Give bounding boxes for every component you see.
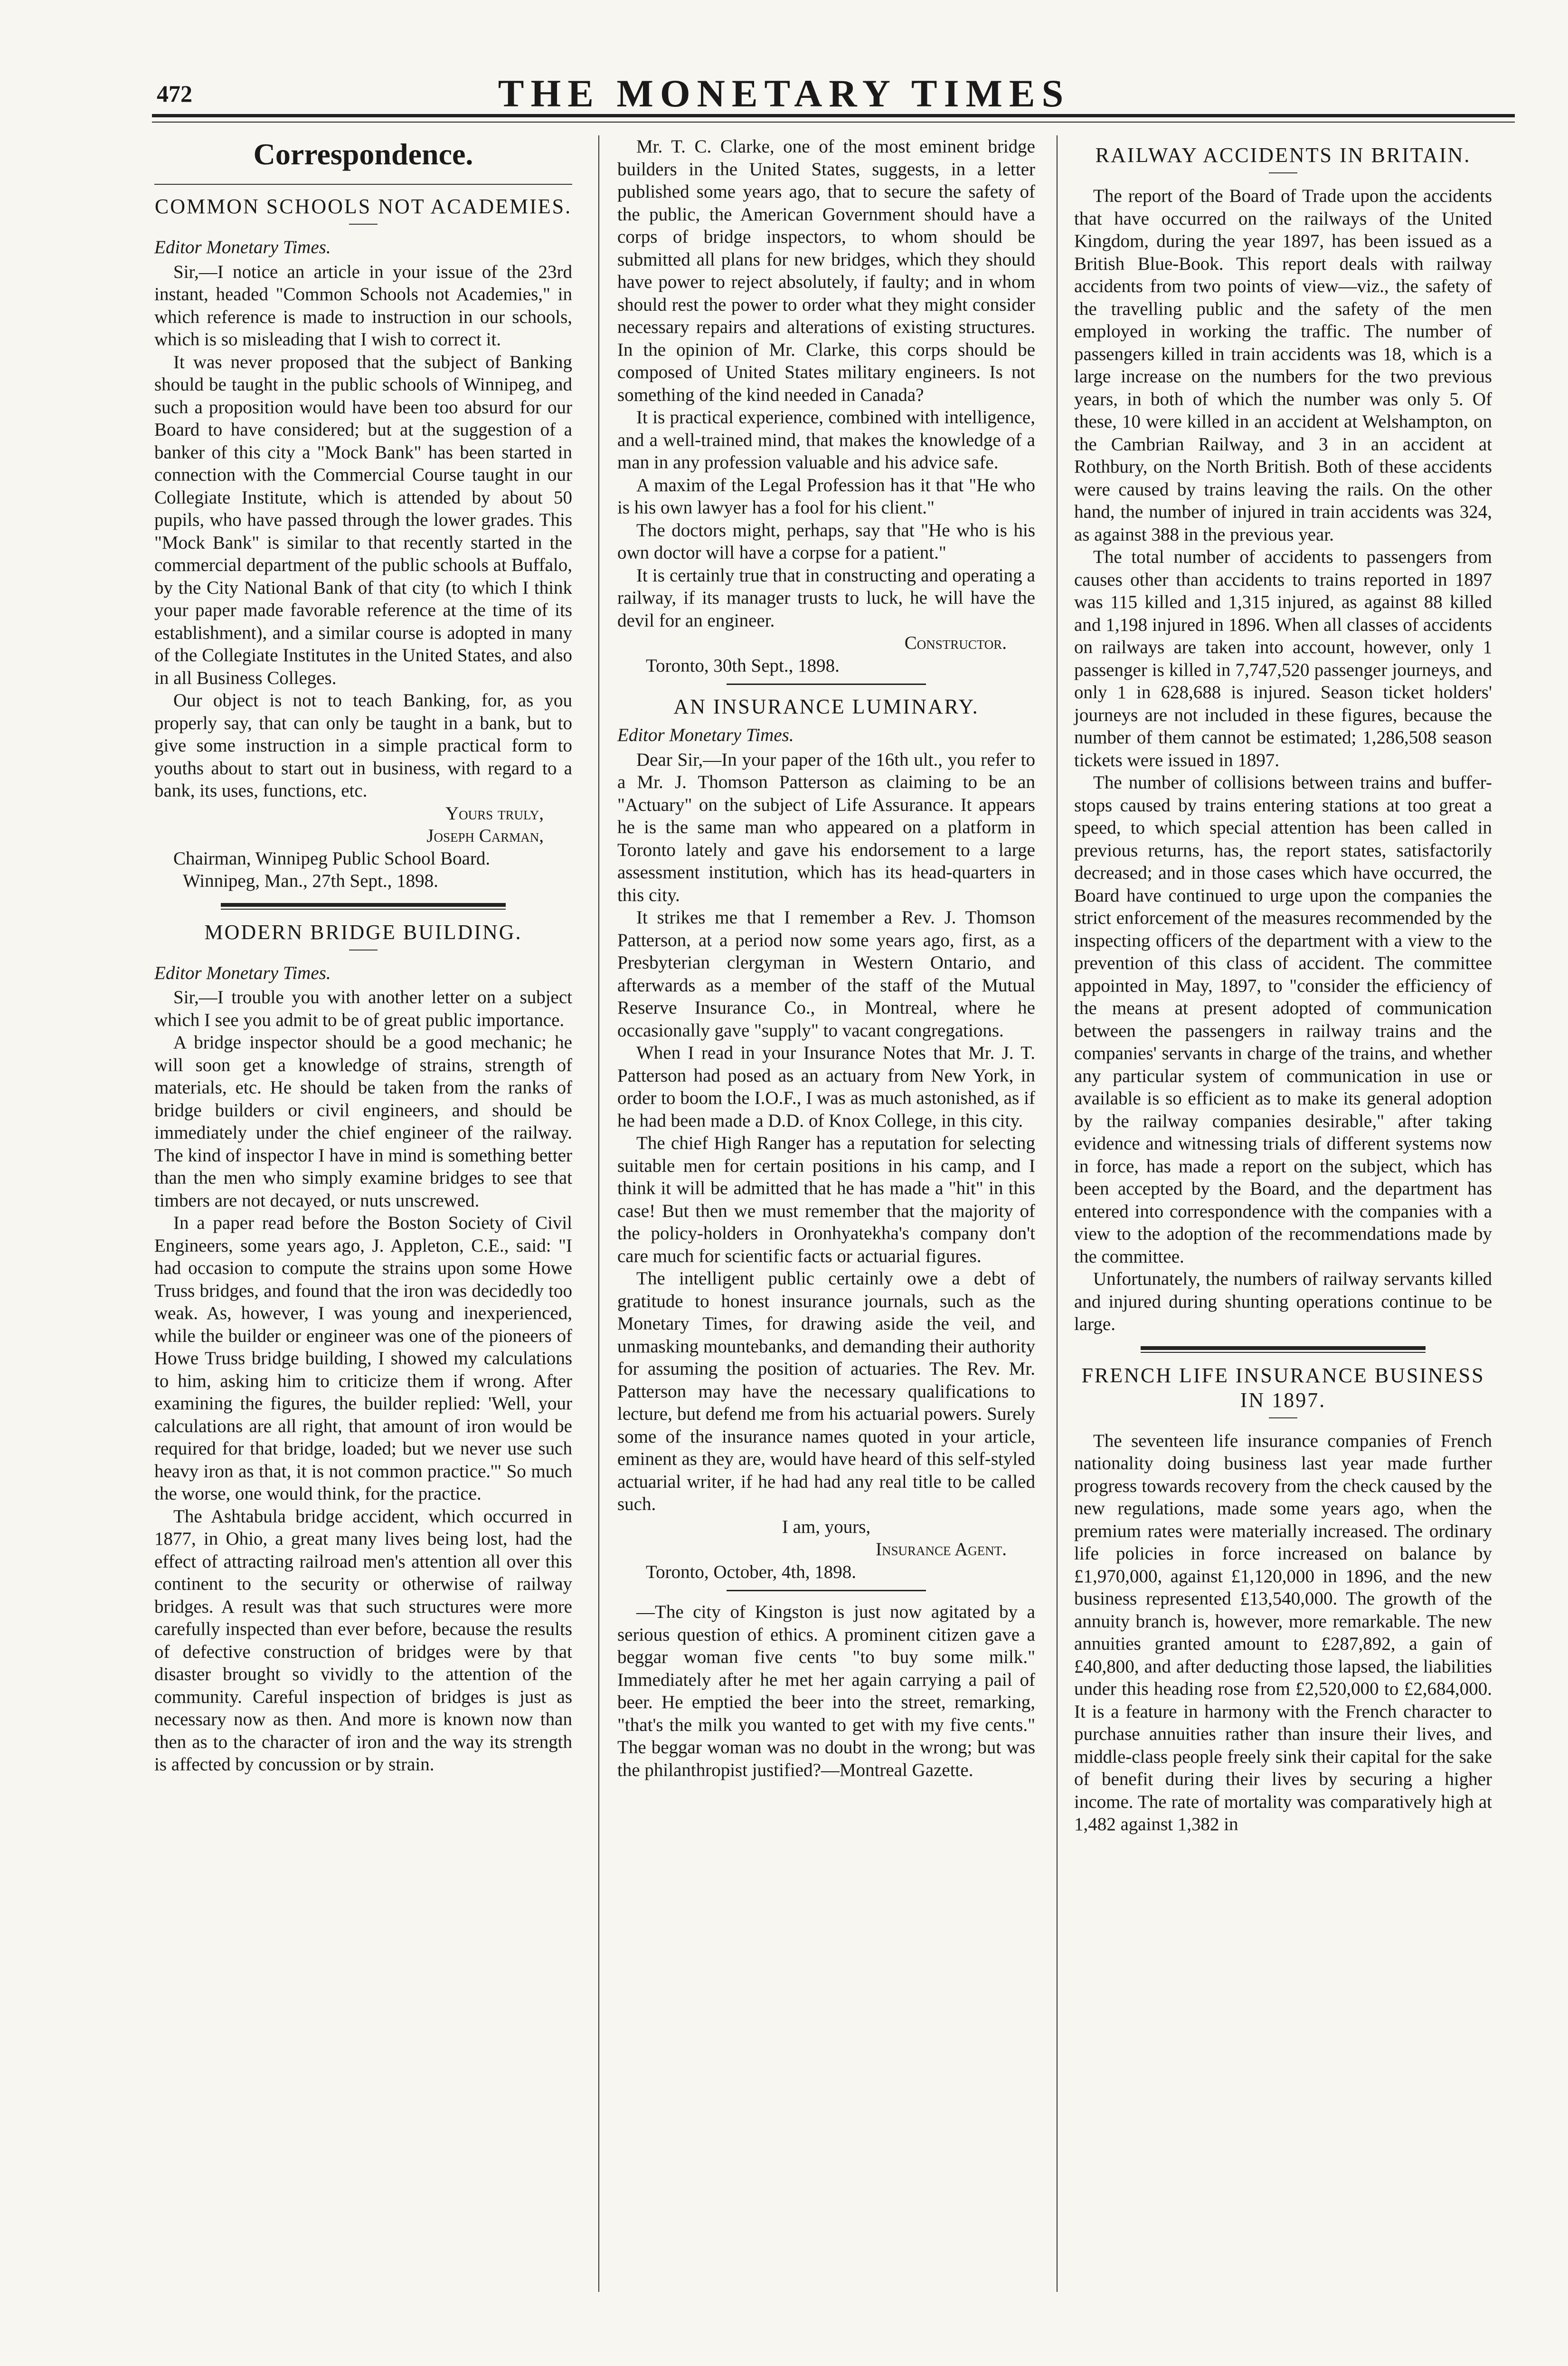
- signature: Constructor.: [904, 633, 1007, 653]
- article-heading: AN INSURANCE LUMINARY.: [673, 695, 979, 718]
- column-2: [617, 135, 1035, 1781]
- column-1: [154, 135, 572, 1776]
- editor-salutation: Editor Monetary Times.: [617, 725, 794, 745]
- dateline: Winnipeg, Man., 27th Sept., 1898.: [183, 871, 438, 891]
- signature-title: Chairman, Winnipeg Public School Board.: [173, 848, 491, 869]
- article-bridge-building: [154, 920, 572, 1776]
- article-railway-accidents: [1074, 143, 1492, 1336]
- paragraph: In a paper read before the Boston Society of Civil Engineers, some years ago, J. Appleton, C.E., said: "I had occasion to compute the strains upon some Howe Truss bridges, and found that the iron was decidedly too weak. As, however, I was young and inexperienced, while the builder or engineer was one of the pioneers of Howe Truss bridge building, I showed my calculations to him, asking him to criticize them if wrong. After examining the figures, the builder replied: 'Well, your calculations are all right, that amount of iron would be required for that bridge, loaded; but we never use such heavy iron as that, it is not common practice.'" So much the worse, one would think, for the practice.: [154, 1213, 572, 1504]
- closing: Yours truly,: [445, 803, 544, 824]
- closing: I am, yours,: [782, 1516, 871, 1537]
- dash-divider: [1269, 1417, 1297, 1418]
- section-title: Correspondence.: [253, 137, 473, 171]
- dateline: Toronto, October, 4th, 1898.: [646, 1561, 857, 1582]
- paragraph: It strikes me that I remember a Rev. J. Thomson Patterson, at a period now some years ago, first, as a Presbyterian clergyman in Western Ontario, and afterwards as a member of the staff of the Mutual Reserve Insurance Co., in Montreal, where he occasionally gave "supply" to vacant congregations.: [617, 907, 1035, 1041]
- dateline: Toronto, 30th Sept., 1898.: [646, 655, 840, 676]
- article-heading: MODERN BRIDGE BUILDING.: [204, 920, 522, 944]
- dash-divider: [349, 224, 378, 225]
- paragraph: Our object is not to teach Banking, for, as you properly say, that can only be taught in a bank, but to give some instruction in a simple practical form to youths about to start out in business, with regard to a bank, its uses, functions, etc.: [154, 690, 572, 801]
- dash-divider: [1269, 172, 1297, 173]
- paragraph: Dear Sir,—In your paper of the 16th ult., you refer to a Mr. J. Thomson Patterson as claiming to be an "Actuary" on the subject of Life Assurance. It appears he is the same man who appeared on a platform in Toronto lately and gave his endorsement to a large assessment institution, which has its head-quarters in this city.: [617, 749, 1035, 905]
- article-heading: RAILWAY ACCIDENTS IN BRITAIN.: [1095, 143, 1471, 167]
- paragraph: It was never proposed that the subject of Banking should be taught in the public schools of Winnipeg, and such a proposition would have been too absurd for our Board to have considered; but at the suggestion of a banker of this city a "Mock Bank" has been started in connection with the Commercial Course taught in our Collegiate Institute, which is attended by about 50 pupils, who have passed through the lower grades. This "Mock Bank" is similar to that recently started in the commercial department of the public schools at Buffalo, by the City National Bank of that city (to which I think your paper made favorable reference at the time of its establishment), and a similar course is adopted in many of the Collegiate Institutes in the United States, and also in all Business Colleges.: [154, 352, 572, 688]
- paragraph: The chief High Ranger has a reputation for selecting suitable men for certain positions in his camp, and I think it will be admitted that he has made a "hit" in this case! But then we must remember that the majority of the policy-holders in Oronhyatekha's company don't care much for scientific facts or actuarial figures.: [617, 1133, 1035, 1266]
- signature: Insurance Agent.: [875, 1539, 1007, 1559]
- column-rule: [1057, 135, 1058, 2292]
- paragraph: It is certainly true that in constructing and operating a railway, if its manager trusts to luck, he will have the devil for an engineer.: [617, 565, 1035, 631]
- paragraph: Unfortunately, the numbers of railway servants killed and injured during shunting operations continue to be large.: [1074, 1269, 1492, 1334]
- masthead-rule-thin: [152, 122, 1515, 123]
- page-number: 472: [157, 80, 192, 107]
- column-3: [1074, 135, 1492, 1836]
- paragraph: The Ashtabula bridge accident, which occurred in 1877, in Ohio, a great many lives being lost, had the effect of attracting railroad men's attention all over this continent to the security or otherwise of railway bridges. A result was that such structures were more carefully inspected than ever before, because the results of defective construction of bridges were by that disaster brought so vividly to the attention of the community. Careful inspection of bridges is just as necessary now as then. And more is known now than then as to the character of iron and the way its strength is affected by concussion or by strain.: [154, 1506, 572, 1775]
- paragraph: A maxim of the Legal Profession has it that "He who is his own lawyer has a fool for his client.": [617, 475, 1035, 518]
- paragraph: Sir,—I trouble you with another letter on a subject which I see you admit to be of great public importance.: [154, 987, 572, 1030]
- editor-salutation: Editor Monetary Times.: [154, 237, 331, 257]
- item-kingston-ethics: [617, 1601, 1035, 1781]
- paragraph: It is practical experience, combined with intelligence, and a well-trained mind, that makes the knowledge of a man in any profession valuable and his advice safe.: [617, 407, 1035, 473]
- article-end-rule: [727, 1590, 926, 1591]
- paragraph: The doctors might, perhaps, say that "He who is his own doctor will have a corpse for a patient.": [617, 520, 1035, 563]
- article-heading: COMMON SCHOOLS NOT ACADEMIES.: [154, 195, 572, 218]
- article-end-rule: [727, 684, 926, 685]
- paragraph: —The city of Kingston is just now agitated by a serious question of ethics. A prominent citizen gave a beggar woman five cents "to buy some milk." Immediately after he met her again carrying a pail of beer. He emptied the beer into the street, remarking, "that's the milk you wanted to get with my five cents." The beggar woman was no doubt in the wrong; but was the philanthropist justified?—Montreal Gazette.: [617, 1602, 1035, 1780]
- paragraph: Mr. T. C. Clarke, one of the most eminent bridge builders in the United States, suggests, in a letter published some years ago, that to secure the safety of the public, the American Government should have a corps of bridge inspectors, to whom should be submitted all plans for new bridges, which they should have power to reject absolutely, if faulty; and in whom should rest the power to order what they might consider necessary repairs and alterations of existing structures. In the opinion of Mr. Clarke, this corps should be composed of United States military engineers. Is not something of the kind needed in Canada?: [617, 136, 1035, 405]
- paragraph: The report of the Board of Trade upon the accidents that have occurred on the railways of the United Kingdom, during the year 1897, has been issued as a British Blue-Book. This report deals with railway accidents from two points of view—viz., the safety of the travelling public and the safety of the men employed in working the traffic. The number of passengers killed in train accidents was 18, which is a large increase on the numbers for the two previous years, in both of which the number was only 5. Of these, 10 were killed in an accident at Welshampton, on the Cambrian Railway, and 3 in an accident at Rothbury, on the North British. Both of these accidents were caused by trains leaving the rails. On the other hand, the number of injured in train accidents was 324, as against 388 in the previous year.: [1074, 186, 1492, 545]
- article-heading: FRENCH LIFE INSURANCE BUSINESS IN 1897.: [1081, 1363, 1485, 1412]
- paragraph: The intelligent public certainly owe a debt of gratitude to honest insurance journals, such as the Monetary Times, for drawing aside the veil, and unmasking mountebanks, and demanding their authority for assuming the position of actuaries. The Rev. Mr. Patterson may have the necessary qualifications to lecture, but defend me from his actuarial powers. Surely some of the insurance names quoted in your article, eminent as they are, would have heard of this self-styled actuarial writer, if he had had any real title to be called such.: [617, 1268, 1035, 1514]
- paragraph: Sir,—I notice an article in your issue of the 23rd instant, headed "Common Schools not Academies," in which reference is made to instruction in our schools, which is so misleading that I wish to correct it.: [154, 261, 572, 350]
- paragraph: A bridge inspector should be a good mechanic; he will soon get a knowledge of strains, strength of materials, etc. He should be taken from the ranks of bridge builders or civil engineers, and should be immediately under the chief engineer of the railway. The kind of inspector I have in mind is something better than the men who simply examine bridges to see that timbers are not decayed, or nuts unscrewed.: [154, 1032, 572, 1211]
- paragraph: The seventeen life insurance companies of French nationality doing business last year made further progress towards recovery from the check caused by the new regulations, made some years ago, when the premium rates were materially increased. The ordinary life policies in force increased on balance by £1,970,000, against £1,120,000 in 1896, and the new business represented £13,540,000. The growth of the annuity branch is, however, more remarkable. The new annuities granted amount to £287,892, a gain of £40,800, and after deducting those lapsed, the liabilities under this heading rose from £2,520,000 to £2,684,000. It is a feature in harmony with the French character to purchase annuities rather than insure their lives, and middle-class people freely sink their capital for the sake of benefit during their lives by securing a higher income. The rate of mortality was comparatively high at 1,482 against 1,382 in: [1074, 1430, 1492, 1834]
- article-end-rule: [221, 903, 506, 910]
- article-common-schools: [154, 184, 572, 893]
- masthead-rule-thick: [152, 114, 1515, 117]
- article-end-rule: [1141, 1346, 1426, 1353]
- paragraph: The number of collisions between trains and buffer-stops caused by trains entering stations at too great a speed, to which special attention has been called in previous returns, has, the report states, satisfactorily decreased; and in those cases which have occurred, the Board have continued to urge upon the companies the strict enforcement of the measures recommended by the inspecting officers of the department with a view to the prevention of this class of accident. The committee appointed in May, 1897, to "consider the efficiency of the means at present adopted of communication between the passengers in railway trains and the companies' servants in charge of the trains, and whether any particular system of communication in use or available is so efficient as to make its general adoption by the railway companies desirable," after taking evidence and witnessing trials of different systems now in force, has made a report on the subject, which has been accepted by the Board, and the department has entered into correspondence with the companies with a view to the adoption of the recommendations made by the committee.: [1074, 772, 1492, 1267]
- paragraph: The total number of accidents to passengers from causes other than accidents to trains reported in 1897 was 115 killed and 1,315 injured, as against 88 killed and 1,198 injured in 1896. When all classes of accidents on railways are taken into account, however, only 1 passenger is killed in 7,747,520 passenger journeys, and only 1 in 628,688 is injured. Season ticket holders' journeys are not included in these figures, because the number of them cannot be estimated; 1,286,508 season tickets were issued in 1897.: [1074, 547, 1492, 770]
- article-bridge-building-continued: [617, 135, 1035, 677]
- masthead: THE MONETARY TIMES: [498, 72, 1070, 115]
- editor-salutation: Editor Monetary Times.: [154, 962, 331, 983]
- article-insurance-luminary: [617, 694, 1035, 1583]
- article-french-life-insurance: [1074, 1363, 1492, 1836]
- column-rule: [598, 135, 599, 2292]
- paragraph: When I read in your Insurance Notes that Mr. J. T. Patterson had posed as an actuary from New York, in order to boom the I.O.F., I was as much astonished, as if he had been made a D.D. of Knox College, in this city.: [617, 1043, 1035, 1131]
- signature: Joseph Carman,: [426, 826, 544, 846]
